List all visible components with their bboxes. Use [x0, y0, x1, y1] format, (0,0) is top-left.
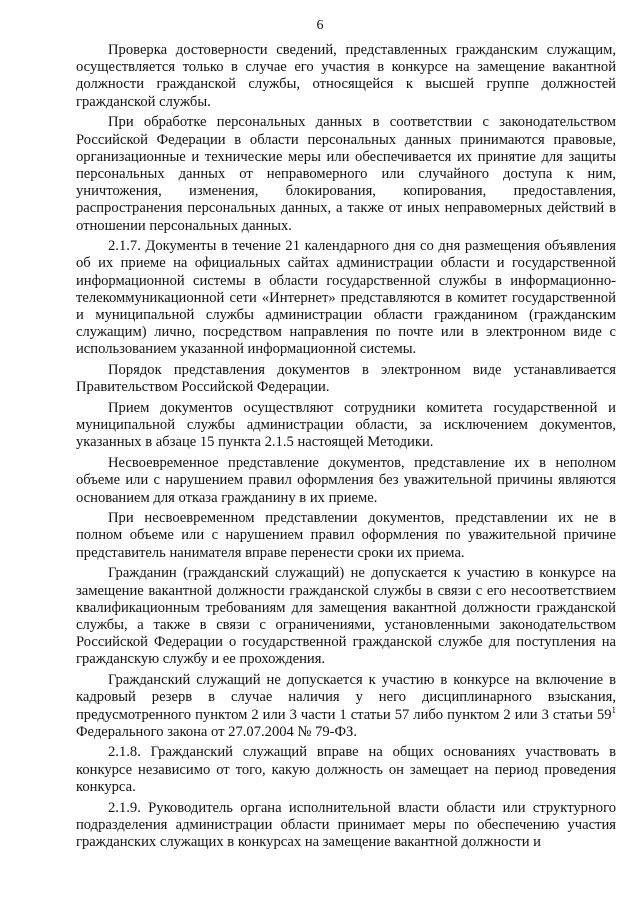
document-body: [76, 42, 616, 851]
paragraph-untimely-submission: Несвоевременное представление документов, представление их в неполном объеме или с нарушением правил оформления без уважительной причины являются основанием для отказа гражданину в их приеме.: [76, 455, 616, 506]
paragraph-non-admission: Гражданин (гражданский служащий) не допускается к участию в конкурсе на замещение вакантной должности гражданской службы в связи с его несоответствием квалификационным требованиям для замещения вакантной должности гражданской службы, а также в связи с ограничениями, установленными законодательством Российской Федерации о государственной гражданской службе для поступления на гражданскую службу и ее прохождения.: [76, 565, 616, 668]
paragraph-reserve-non-admission: [76, 672, 616, 741]
paragraph-valid-reason: При несвоевременном представлении документов, представлении их не в полном объеме или с нарушением правил оформления по уважительной причине представитель нанимателя вправе перенести сроки их приема.: [76, 510, 616, 561]
paragraph-electronic-order: Порядок представления документов в электронном виде устанавливается Правительством Российской Федерации.: [76, 362, 616, 396]
paragraph-2-1-8: 2.1.8. Гражданский служащий вправе на общих основаниях участвовать в конкурсе независимо от того, какую должность он замещает на период проведения конкурса.: [76, 744, 616, 795]
reserve-text-before: Гражданский служащий не допускается к участию в конкурсе на включение в кадровый резерв в случае наличия у него дисциплинарного взыскания, предусмотренного пунктом 2 или 3 части 1 статьи 57 либо пунктом 2 или 3 статьи 59: [76, 672, 616, 723]
paragraph-personal-data: При обработке персональных данных в соответствии с законодательством Российской Федерации в области персональных данных принимаются правовые, организационные и технические меры или обеспечивается их принятие для защиты персональных данных от неправомерного или случайного доступа к ним, уничтожения, изменения, блокирования, копирования, предоставления, распространения персональных данных, а также от иных неправомерных действий в отношении персональных данных.: [76, 114, 616, 234]
paragraph-document-reception: Прием документов осуществляют сотрудники комитета государственной и муниципальной службы администрации области, за исключением документов, указанных в абзаце 15 пункта 2.1.5 настоящей Методики.: [76, 400, 616, 451]
article-superscript: 1: [611, 704, 616, 715]
paragraph-2-1-9: 2.1.9. Руководитель органа исполнительной власти области или структурного подразделения администрации области принимает меры по обеспечению участия гражданских служащих в конкурсах на замещение вакантной должности и: [76, 799, 616, 850]
paragraph-2-1-7: 2.1.7. Документы в течение 21 календарного дня со дня размещения объявления об их приеме на официальных сайтах администрации области и государственной информационной системы в области государственной службы в информационно-телекоммуникационной сети «Интернет» представляются в комитет государственной и муниципальной службы администрации области гражданином (гражданским служащим) лично, посредством направления по почте или в электронном виде с использованием указанной информационной системы.: [76, 238, 616, 358]
paragraph-verification: Проверка достоверности сведений, представленных гражданским служащим, осуществляется только в случае его участия в конкурсе на замещение вакантной должности гражданской службы, относящейся к высшей группе должностей гражданской службы.: [76, 42, 616, 110]
reserve-text-after: Федерального закона от 27.07.2004 № 79-ФЗ.: [76, 723, 358, 740]
page-number: 6: [316, 18, 324, 33]
